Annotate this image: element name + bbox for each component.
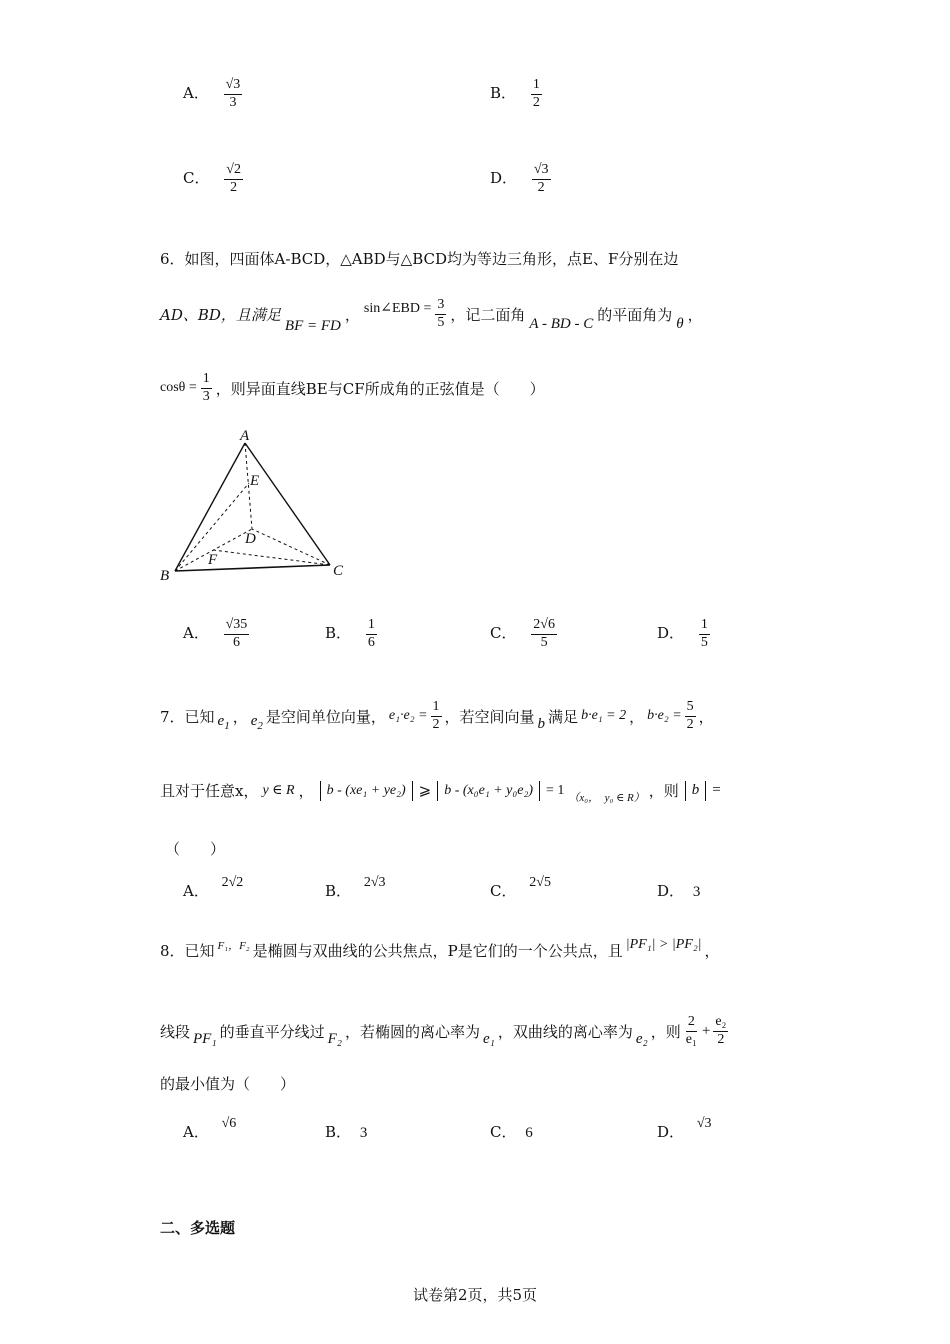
q7-be1: b·e₁ = 2 [581, 708, 627, 724]
q7-line3: （ ） [165, 840, 226, 858]
option-label: B． [490, 84, 517, 103]
q6-dihedral: A - BD - C [529, 315, 594, 332]
q6-text: ，记二面角 [450, 305, 526, 324]
q8-text: ，则 [650, 1022, 681, 1041]
q8-text: 是椭圆与双曲线的公共焦点，P是它们的一个公共点，且 [252, 942, 623, 960]
q7-y-in-r: y ∈ R [262, 783, 295, 798]
option-value: 2√2 [221, 875, 244, 890]
segment-cf [213, 550, 330, 565]
q6-line3 [160, 372, 545, 404]
option-label: B． [325, 624, 352, 643]
option-label: C． [490, 624, 517, 643]
option-label: D． [657, 1123, 685, 1141]
label-d: D [245, 531, 256, 547]
q7-e2: e [250, 712, 258, 729]
q7-be2-frac: $\frac{5}{2}$ [686, 699, 694, 732]
q8-text: ， [704, 942, 720, 960]
label-e: E [250, 473, 260, 489]
option-label: B． [325, 1123, 352, 1141]
label-f: F [208, 552, 218, 568]
q6-text: ，则异面直线BE与CF所成角的正弦值是（ ） [215, 379, 545, 398]
q8-foci: F₁，F₂ [217, 939, 250, 952]
q7-be2: b·e₂ = [647, 708, 682, 724]
label-b: B [160, 568, 170, 584]
option-label: D． [657, 882, 685, 900]
q7-text: 且对于任意x， [160, 782, 259, 800]
q7-geq: ⩾ [418, 783, 432, 799]
q8-ecc2: e₂ [635, 1030, 648, 1047]
option-value: $\frac{√3}{2}$ [533, 162, 549, 195]
q8-line3: 的最小值为（ ） [160, 1075, 296, 1093]
q6-option-b [325, 618, 377, 650]
q6-condition: BF = FD [284, 317, 341, 334]
q8-ecc1: e₁ [482, 1030, 495, 1047]
q5-option-b [490, 78, 542, 110]
q7-e2-sub: 2 [257, 719, 263, 732]
q8-f2: F₂ [327, 1030, 342, 1047]
q6-option-a [183, 618, 249, 650]
q8-line1 [160, 936, 720, 961]
q7-text: ，则 [648, 782, 679, 800]
q6-option-d [657, 618, 710, 650]
q8-text: ，若椭圆的离心率为 [344, 1022, 480, 1041]
q7-eq-end: = [712, 782, 721, 798]
q7-e1-sub: 1 [224, 719, 230, 732]
q7-eq: = 1 [546, 782, 565, 798]
q7-dot-frac: $\frac{1}{2}$ [432, 699, 440, 732]
q7-sep: ， [232, 707, 248, 726]
edge-ac [245, 443, 330, 565]
q6-line2: AD、BD，且满足 BF = FD ， sin∠EBD = $\frac{3}{5}$ ，记二面角 A - BD - C 的平面角为 θ ， [160, 297, 703, 334]
q7-line2: 且对于任意x， y ∈ R ， b - (xe₁ + ye₂) ⩾ b - (x₀e₁ + y₀e₂) = 1 （x₀， y₀ ∈ R） ，则 b = [160, 782, 721, 804]
option-label: C． [183, 169, 210, 188]
q5-option-a [183, 78, 242, 110]
q7-abs-b: b [691, 782, 700, 798]
option-value: $\frac{1}{5}$ [700, 617, 708, 650]
q8-expr-frac1: $\frac{2}{\text{e₁}}$ [685, 1014, 697, 1047]
q8-option-c [490, 1121, 533, 1142]
q7-option-b [325, 875, 386, 901]
edge-bc [175, 565, 330, 571]
q6-text: 的平面角为 [597, 305, 673, 324]
q7-text: ，若空间向量 [444, 707, 535, 726]
option-label: A． [183, 624, 209, 643]
q7-line1: 7．已知 $e_1$ ， $e_2$ 是空间单位向量， e₁·e₂ = $\frac{1}{2}$ ，若空间向量 b 满足 b·e₁ = 2 ， b·e₂ = $\frac{5}{2}$ ， [160, 699, 714, 732]
q7-dot: e₁·e₂ = [388, 708, 428, 724]
option-value: √6 [221, 1116, 237, 1131]
option-value: $\frac{√2}{2}$ [226, 162, 241, 195]
q8-text: 8．已知 [160, 942, 215, 960]
q8-expr-frac2: $\frac{\text{e₂}}{2}$ [715, 1014, 727, 1047]
q7-text: 满足 [548, 707, 579, 726]
q7-ineq-left: b - (xe₁ + ye₂) [326, 782, 406, 798]
option-value: $\frac{1}{2}$ [532, 77, 540, 110]
option-label: D． [657, 624, 685, 643]
q8-line2 [160, 1015, 728, 1047]
option-value: $\frac{√3}{3}$ [225, 77, 241, 110]
q7-option-d [657, 880, 700, 901]
page-footer: 试卷第2页，共5页 [412, 1286, 538, 1304]
q7-e1: e [217, 712, 225, 729]
q8-pf-ineq: |PF₁| > |PF₂| [625, 936, 702, 952]
option-value: √3 [696, 1116, 712, 1131]
q8-option-b [325, 1121, 367, 1142]
q8-option-d [657, 1116, 712, 1142]
q7-b: b [537, 715, 546, 732]
q6-cos-frac: $\frac{1}{3}$ [202, 371, 210, 404]
q6-line1: 6．如图，四面体A-BCD，△ABD与△BCD均为等边三角形，点E、F分别在边 [160, 250, 679, 268]
q6-cos: cosθ = [160, 380, 197, 396]
q6-sin: sin∠EBD = [363, 300, 432, 316]
q7-option-a [183, 875, 244, 901]
q8-option-a [183, 1116, 237, 1142]
option-label: C． [490, 1123, 517, 1141]
q7-option-c [490, 875, 551, 901]
q6-option-c [490, 618, 557, 650]
option-value: $\frac{2√6}{5}$ [533, 617, 555, 650]
option-label: C． [490, 882, 517, 900]
q5-option-d [490, 163, 551, 195]
label-a: A [240, 428, 250, 444]
q8-pf1: PF₁ [193, 1030, 217, 1047]
option-value: 3 [692, 884, 701, 900]
option-label: A． [183, 84, 209, 103]
q6-text: AD、BD，且满足 [160, 305, 281, 324]
q6-sin-frac: $\frac{3}{5}$ [437, 297, 445, 330]
option-value: 6 [525, 1125, 533, 1141]
section-heading: 二、多选题 [160, 1219, 236, 1237]
q7-text: 7．已知 [160, 707, 215, 726]
option-label: A． [183, 1123, 209, 1141]
q5-option-c [183, 163, 243, 195]
q8-text: 的垂直平分线过 [219, 1022, 325, 1041]
q7-ineq-right: b - (x₀e₁ + y₀e₂) [444, 782, 533, 798]
tetrahedron-figure [155, 425, 355, 585]
option-label: D． [490, 169, 518, 188]
option-label: B． [325, 882, 352, 900]
q8-text: ，双曲线的离心率为 [497, 1022, 633, 1041]
q7-paren: （x₀， y₀ ∈ R） [568, 791, 645, 804]
label-c: C [333, 563, 344, 579]
q8-plus: + [701, 1022, 711, 1039]
option-value: $\frac{√35}{6}$ [225, 617, 248, 650]
option-label: A． [183, 882, 209, 900]
q7-text: 是空间单位向量， [265, 707, 386, 726]
option-value: $\frac{1}{6}$ [367, 617, 375, 650]
option-value: 3 [359, 1125, 368, 1141]
q8-text: 线段 [160, 1022, 191, 1041]
option-value: 2√5 [529, 875, 551, 890]
q6-theta: θ [676, 315, 684, 332]
option-value: 2√3 [363, 875, 386, 890]
